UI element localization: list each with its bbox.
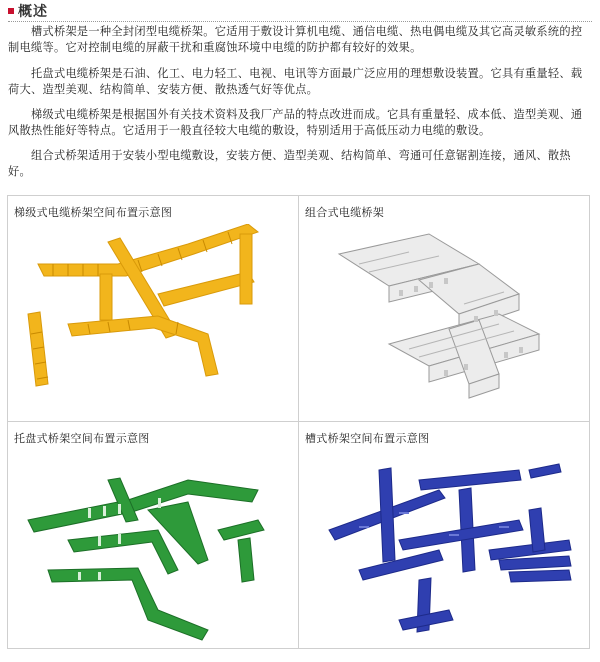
section-header <box>8 2 48 20</box>
section-divider <box>8 21 592 22</box>
paragraph-ladder-tray: 梯级式电缆桥架是根据国外有关技术资料及我厂产品的特点改进而成。它具有重量轻、成本低、造型美观、通风散热性能好等特点。它适用于一般直径较大电缆的敷设，特别适用于高低压动力电缆的敷设。 <box>8 108 583 137</box>
section-title: 概述 <box>18 4 48 20</box>
ladder-tray-illustration-icon <box>8 224 298 420</box>
figure-caption: 梯级式电缆桥架空间布置示意图 <box>14 206 173 219</box>
figure-trough-tray <box>299 422 589 648</box>
paragraph-trough-tray: 槽式桥架是一种全封闭型电缆桥架。它适用于敷设计算机电缆、通信电缆、热电偶电缆及其它高灵敏系统的控制电缆等。它对控制电缆的屏蔽干扰和重腐蚀环境中电缆的防护都有较好的效果。 <box>8 25 583 54</box>
figure-combination-tray <box>299 196 589 422</box>
figure-grid <box>7 195 590 649</box>
figure-caption: 组合式电缆桥架 <box>305 206 385 219</box>
figure-ladder-tray <box>8 196 299 422</box>
combination-tray-illustration-icon <box>299 224 589 420</box>
figure-caption: 托盘式桥架空间布置示意图 <box>14 432 150 445</box>
paragraph-pallet-tray: 托盘式电缆桥架是石油、化工、电力轻工、电视、电讯等方面最广泛应用的理想敷设装置。它具有重量轻、载荷大、造型美观、结构简单、安装方便、散热透气好等优点。 <box>8 67 583 96</box>
figure-caption: 槽式桥架空间布置示意图 <box>305 432 430 445</box>
figure-pallet-tray <box>8 422 299 648</box>
tray-layout-illustration-icon <box>8 450 298 646</box>
trough-layout-illustration-icon <box>299 450 589 646</box>
bullet-square-icon <box>8 8 14 14</box>
paragraph-combination-tray: 组合式桥架适用于安装小型电缆敷设，安装方便、造型美观、结构简单、弯通可任意锯割连接，通风、散热好。 <box>8 149 571 178</box>
